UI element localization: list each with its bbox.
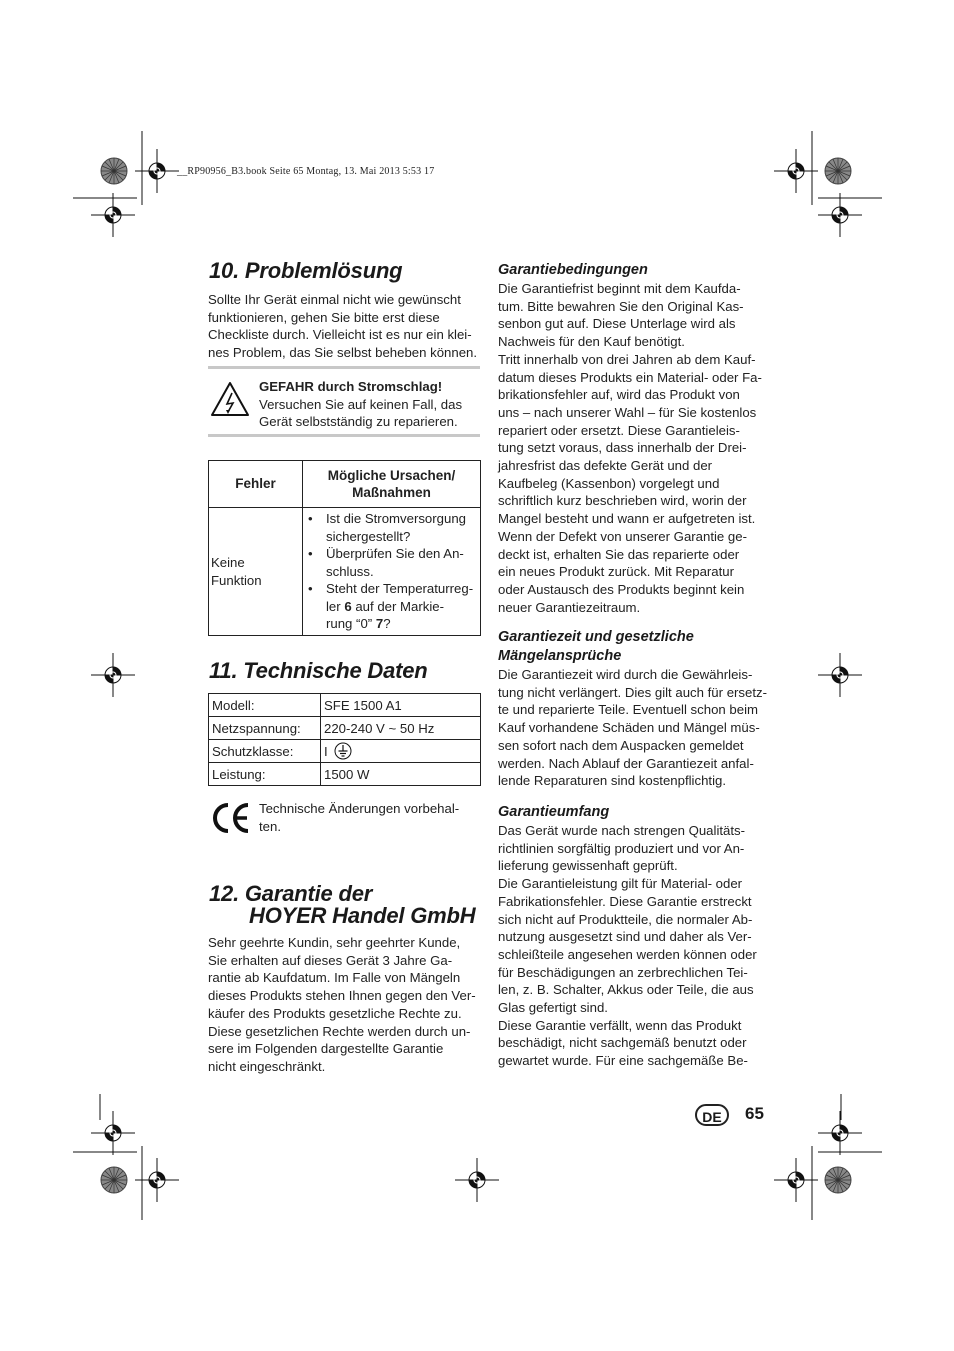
spec-value: I [324, 744, 328, 759]
garantiebedingungen-body [498, 280, 762, 616]
garantieumfang-body [498, 822, 757, 1070]
spec-label: Schutzklasse: [209, 740, 321, 763]
file-info-header: __RP90956_B3.book Seite 65 Montag, 13. Mai 2013 5:53 17 [177, 166, 435, 177]
text-line: Technische Änderungen vorbehal- [259, 801, 460, 816]
section-11-title: 11. Technische Daten [209, 658, 428, 683]
title-line: HOYER Handel GmbH [249, 903, 476, 928]
ce-mark-icon [210, 801, 252, 835]
text-line: funktionieren, gehen Sie bitte erst diese [208, 309, 440, 325]
text-line: deckt ist, erhalten Sie das reparierte oder [498, 546, 740, 562]
text-line: Gerät selbstständig zu reparieren. [259, 414, 458, 430]
spec-value: 220-240 V ~ 50 Hz [321, 717, 481, 740]
part-number: 6 [344, 598, 352, 614]
causes-cell [303, 508, 481, 636]
page-number: 65 [745, 1104, 764, 1123]
warning-title: GEFAHR durch Stromschlag! [259, 379, 443, 394]
text-line: ein neues Produkt zurück. Mit Reparatur [498, 564, 735, 580]
text-line: neuer Garantiezeitraum. [498, 599, 641, 615]
text-line: Sie erhalten auf dieses Gerät 3 Jahre Ga- [208, 952, 453, 968]
text-line: Funktion [211, 572, 262, 588]
text-line: sichergestellt? [326, 528, 411, 544]
text-line: Tritt innerhalb von drei Jahren ab dem Kauf- [498, 351, 756, 367]
language-badge: DE [695, 1104, 729, 1126]
title-line: 12. Garantie der [209, 881, 373, 906]
text-line: repariert oder ersetzt. Diese Garantieleis- [498, 422, 740, 438]
text-line: Mangel besteht und wann er aufgetreten ist. [498, 511, 756, 527]
section-10-title: 10. Problemlösung [209, 258, 403, 283]
title-line: Mängelansprüche [498, 648, 622, 664]
text-line: Keine [211, 555, 245, 570]
text-line: Mögliche Ursachen/ [327, 467, 456, 483]
spec-value-cell [321, 740, 481, 763]
section-12-body [208, 934, 476, 1076]
text-line: beschädigt, nicht sachgemäß benutzt oder [498, 1035, 747, 1051]
text-line: tung nicht verlängert. Dies gilt auch für ersetz- [498, 684, 768, 700]
header-fault: Fehler [209, 461, 303, 508]
table-row [209, 763, 481, 786]
text-line: Maßnahmen [352, 485, 431, 500]
text-line: datum dieses Produkts ein Material- oder Fa- [498, 369, 762, 385]
text-line: schluss. [326, 563, 374, 579]
title-line: Garantiezeit und gesetzliche [498, 629, 694, 645]
text-line: Nachweis für den Kauf benötigt. [498, 334, 685, 350]
text-line: Sehr geehrte Kundin, sehr geehrter Kunde, [208, 935, 461, 950]
section-12-title [209, 883, 475, 927]
divider [208, 366, 480, 369]
text-line: Checkliste durch. Vielleicht ist es nur ein klei- [208, 327, 472, 343]
garantiezeit-heading [498, 628, 694, 666]
bullet-icon: • [308, 581, 313, 597]
text-line: für Beschädigungen an zerbrechlichen Tei- [498, 964, 748, 980]
text-fragment: rung “0” [326, 616, 376, 632]
text-line: schriftlich kurz beschrieben wird, worin der [498, 493, 747, 509]
warning-block [259, 378, 462, 431]
text-line: gewartet wurde. Für eine sachgemäße Be- [498, 1053, 748, 1069]
table-header-row [209, 461, 481, 508]
technical-data-table [208, 693, 481, 786]
text-line: nutzung ausgesetzt sind und daher als Ver- [498, 929, 752, 945]
text-line: Versuchen Sie auf keinen Fall, das [259, 396, 463, 412]
part-number: 7 [375, 616, 384, 632]
text-line: werden. Nach Ablauf der Garantiezeit anfal- [498, 755, 754, 771]
text-line: Fabrikationsfehler. Diese Garantie erstreckt [498, 893, 752, 909]
text-line: Das Gerät wurde nach strengen Qualitäts- [498, 823, 746, 838]
text-fragment: auf der Markie- [351, 598, 445, 614]
text-line: käufer des Produkts gesetzliche Rechte zu. [208, 1005, 462, 1021]
text-line: Wenn der Defekt von unserer Garantie ge- [498, 528, 747, 544]
text-line [326, 598, 480, 616]
text-line: senbon gut auf. Diese Unterlage wird als [498, 316, 736, 332]
list-item [303, 545, 480, 580]
spec-label: Modell: [209, 694, 321, 717]
electric-warning-icon [210, 381, 250, 417]
text-line: Steht der Temperaturreg- [326, 581, 474, 597]
text-line: lende Reparaturen sind kostenpflichtig. [498, 773, 726, 789]
causes-list [303, 510, 480, 633]
spec-value: 1500 W [321, 763, 481, 786]
list-item [303, 510, 480, 545]
section-10-intro [208, 291, 477, 362]
spec-label: Netzspannung: [209, 717, 321, 740]
protective-earth-icon [334, 742, 352, 760]
text-line: te und reparierte Teile. Eventuell schon beim [498, 702, 758, 718]
text-line: Die Garantiefrist beginnt mit dem Kaufda- [498, 281, 741, 296]
text-line: nes Problem, das Sie selbst beheben können. [208, 345, 478, 361]
text-line: schleißteile angesehen werden können oder [498, 946, 757, 962]
table-row [209, 717, 481, 740]
text-line: len, z. B. Schalter, Akkus oder Teile, die aus [498, 982, 754, 998]
text-line: tung setzt voraus, dass innerhalb der Drei- [498, 440, 747, 456]
text-line: oder Austausch des Produkts beginnt kein [498, 581, 745, 597]
garantiezeit-body [498, 666, 767, 790]
table-row [209, 740, 481, 763]
text-line: Überprüfen Sie den An- [326, 546, 464, 562]
text-line: Ist die Stromversorgung [326, 511, 466, 527]
text-line: Glas gefertigt sind. [498, 1000, 608, 1016]
garantiebedingungen-heading: Garantiebedingungen [498, 262, 648, 278]
text-line: dieses Produkts stehen Ihnen gegen den Ver- [208, 988, 476, 1004]
text-line: ten. [259, 818, 281, 834]
text-line: rantie ab Kaufdatum. Im Falle von Mängeln [208, 970, 461, 986]
text-line: Die Garantieleistung gilt für Material- oder [498, 876, 743, 892]
troubleshooting-table [208, 460, 481, 636]
text-line: Die Garantiezeit wird durch die Gewährleis- [498, 667, 753, 682]
spec-value: SFE 1500 A1 [321, 694, 481, 717]
text-line [326, 615, 480, 633]
list-item [303, 580, 480, 633]
text-fragment: ? [383, 616, 391, 632]
spec-label: Leistung: [209, 763, 321, 786]
text-line: Diese gesetzlichen Rechte werden durch un- [208, 1023, 471, 1039]
text-fragment: ler [326, 598, 345, 614]
bullet-icon: • [308, 511, 313, 527]
text-line: sich nicht auf Produktteile, die normaler Ab- [498, 911, 753, 927]
header-causes [303, 461, 481, 508]
ce-note [259, 800, 459, 835]
text-line: brikationsfehler auf, wird das Produkt von [498, 387, 740, 403]
text-line: sere im Folgenden dargestellte Garantie [208, 1041, 444, 1057]
bullet-icon: • [308, 546, 313, 562]
text-line: tum. Bitte bewahren Sie den Original Kas- [498, 298, 744, 314]
table-row [209, 694, 481, 717]
text-line: richtlinien sorgfältig produziert und vor An- [498, 840, 745, 856]
text-line: nicht eingeschränkt. [208, 1058, 326, 1074]
table-row [209, 508, 481, 636]
text-line: jahresfrist das defekte Gerät und der [498, 458, 713, 474]
text-line: sen sofort nach dem Auspacken gemeldet [498, 737, 744, 753]
garantieumfang-heading: Garantieumfang [498, 804, 610, 820]
text-line: Kauf vorhandene Schäden und Mängel müs- [498, 720, 760, 736]
text-line: Sollte Ihr Gerät einmal nicht wie gewünscht [208, 292, 461, 307]
text-line: Diese Garantie verfällt, wenn das Produkt [498, 1017, 742, 1033]
text-line: Kaufbeleg (Kassenbon) vorgelegt und [498, 475, 720, 491]
divider [208, 434, 480, 437]
fault-cell [209, 508, 303, 636]
text-line: lieferung gewissenhaft geprüft. [498, 858, 678, 874]
text-line: uns – nach unserer Wahl – für Sie kostenlos [498, 404, 757, 420]
